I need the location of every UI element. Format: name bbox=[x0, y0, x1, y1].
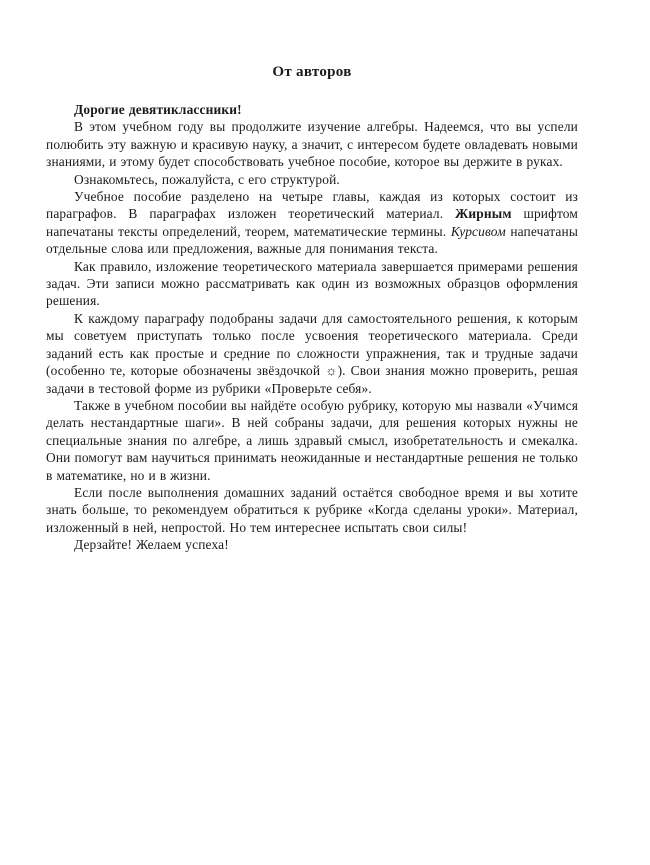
paragraph bbox=[46, 397, 578, 484]
text-run: В этом учебном году вы продолжите изучение алгебры. Надеемся, что вы успели полюбить эту важную и красивую науку, а значит, с интересом будете овладевать новыми знаниями, и этому будет способствовать учебное пособие, которое вы держите в руках. bbox=[46, 119, 578, 170]
paragraph bbox=[46, 188, 578, 258]
paragraphs-container bbox=[46, 101, 578, 554]
text-run: Жирным bbox=[455, 206, 512, 222]
paragraph bbox=[46, 310, 578, 397]
text-run: напечатаны отдельные слова или предложения, важные для понимания текста. bbox=[46, 223, 578, 257]
paragraph bbox=[46, 536, 578, 553]
paragraph bbox=[46, 484, 578, 536]
text-run: Дерзайте! Желаем успеха! bbox=[74, 537, 229, 553]
text-run: Учебное пособие разделено на четыре главы, каждая из которых состоит из параграфов. В параграфах изложен теоретический материал. bbox=[46, 189, 578, 222]
text-run: шрифтом напечатаны тексты определений, теорем, математические термины. bbox=[46, 206, 578, 239]
text-run: К каждому параграфу подобраны задачи для самостоятельного решения, к которым мы советуем приступать только после усвоения теоретического материала. Среди заданий есть как простые и средние по сложности упражнения, так и трудные задачи (особенно те, которые обозначены звёздочкой ☼). Свои знания можно проверить, решая задачи в тестовой форме из рубрики «Проверьте себя». bbox=[46, 310, 578, 396]
text-run: Дорогие девятиклассники! bbox=[74, 102, 242, 117]
text-run: Ознакомьтесь, пожалуйста, с его структурой. bbox=[74, 171, 340, 187]
paragraph bbox=[46, 258, 578, 310]
text-run: Если после выполнения домашних заданий остаётся свободное время и вы хотите знать больше, то рекомендуем обратиться к рубрике «Когда сделаны уроки». Материал, изложенный в ней, непростой. Но тем интереснее испытать свои силы! bbox=[46, 484, 578, 535]
text-run: Курсивом bbox=[450, 223, 506, 239]
paragraph bbox=[46, 171, 578, 188]
text-run: Как правило, изложение теоретического материала завершается примерами решения задач. Эти записи можно рассматривать как один из возможных образцов оформления решения. bbox=[46, 258, 578, 309]
paragraph bbox=[46, 118, 578, 170]
paragraph bbox=[46, 101, 578, 118]
text-run: Также в учебном пособии вы найдёте особую рубрику, которую мы назвали «Учимся делать нестандартные шаги». В ней собраны задачи, для решения которых нужны не специальные знания по алгебре, а лишь здравый смысл, изобретательность и смекалка. Они помогут вам научиться принимать неожиданные и нестандартные решения не только в математике, но и в жизни. bbox=[46, 397, 578, 483]
page-title: От авторов bbox=[272, 64, 352, 80]
